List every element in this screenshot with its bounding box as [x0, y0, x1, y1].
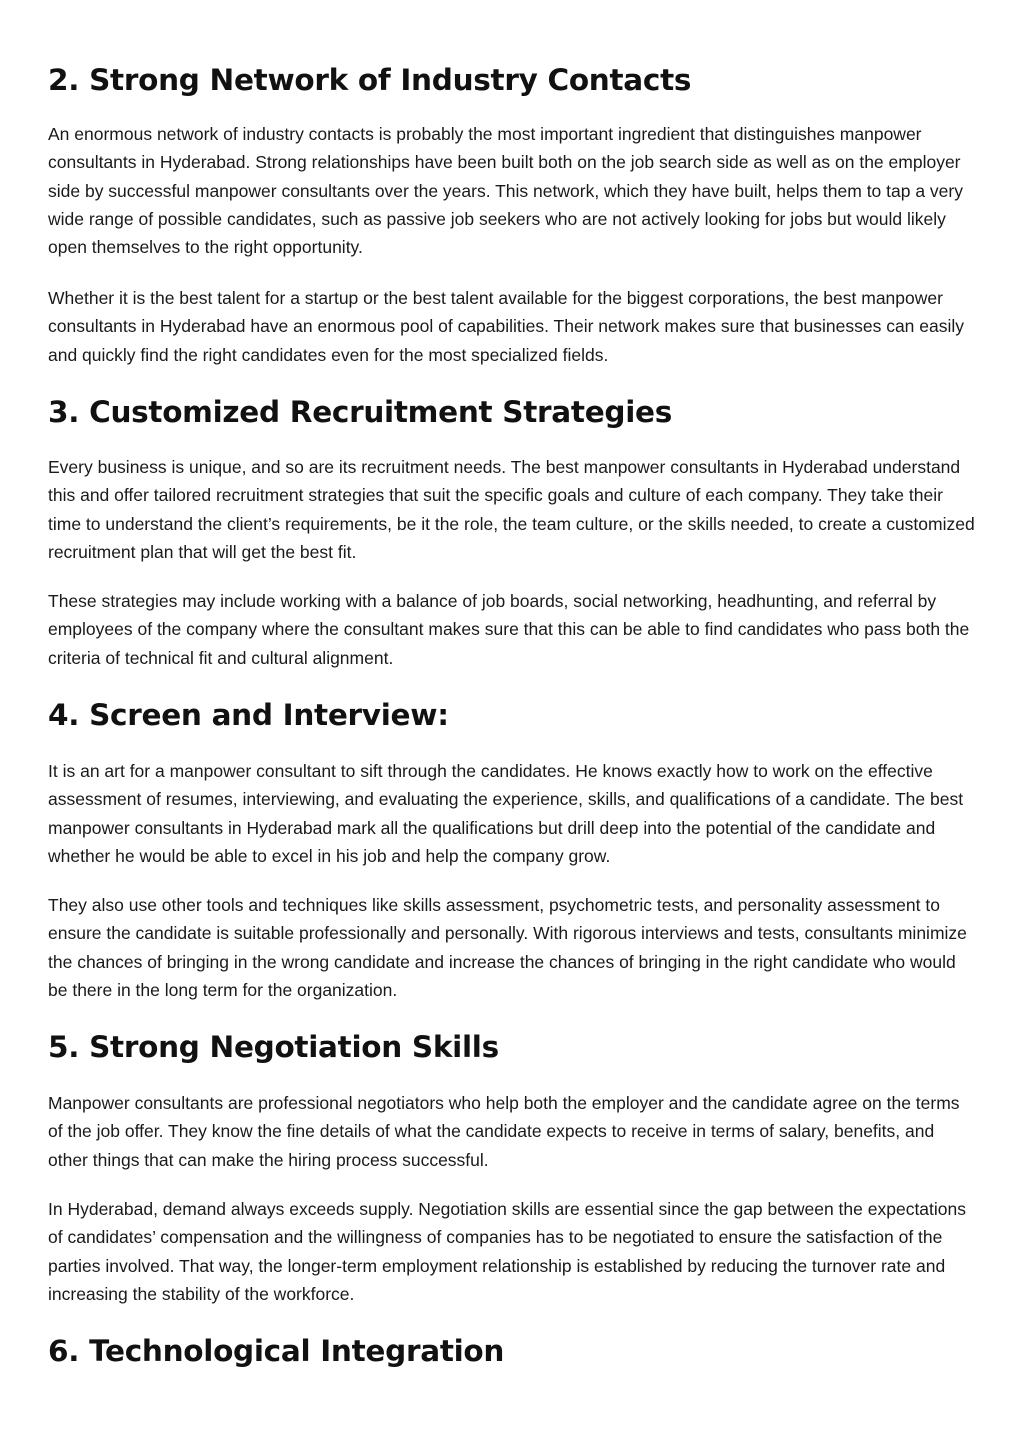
- section-heading-network: 2. Strong Network of Industry Contacts: [48, 63, 692, 97]
- paragraph: Every business is unique, and so are its recruitment needs. The best manpower consultants in Hyderabad understand this and offer tailored recruitment strategies that suit the specific goals and culture of each company. They take their time to understand the client’s requirements, be it the role, the team culture, or the skills needed, to create a customized recruitment plan that will get the best fit.: [48, 457, 975, 562]
- paragraph: Manpower consultants are professional negotiators who help both the employer and the candidate agree on the terms of the job offer. They know the fine details of what the candidate expects to receive in terms of salary, benefits, and other things that can make the hiring process successful.: [48, 1093, 960, 1170]
- paragraph: An enormous network of industry contacts is probably the most important ingredient that distinguishes manpower consultants in Hyderabad. Strong relationships have been built both on the job search side as well as on the employer side by successful manpower consultants over the years. This network, which they have built, helps them to tap a very wide range of possible candidates, such as passive job seekers who are not actively looking for jobs but would likely open themselves to the right opportunity.: [48, 124, 963, 258]
- paragraph: They also use other tools and techniques like skills assessment, psychometric tests, and personality assessment to ensure the candidate is suitable professionally and personally. With rigorous interviews and tests, consultants minimize the chances of bringing in the wrong candidate and increase the chances of bringing in the right candidate who would be there in the long term for the organization.: [48, 895, 967, 1000]
- paragraph: These strategies may include working with a balance of job boards, social networking, headhunting, and referral by employees of the company where the consultant makes sure that this can be able to find candidates who pass both the criteria of technical fit and cultural alignment.: [48, 591, 970, 668]
- section-heading-negotiation: 5. Strong Negotiation Skills: [48, 1030, 499, 1064]
- section-heading-screen-interview: 4. Screen and Interview:: [48, 698, 449, 732]
- section-heading-strategies: 3. Customized Recruitment Strategies: [48, 395, 672, 429]
- paragraph: Whether it is the best talent for a startup or the best talent available for the biggest corporations, the best manpower consultants in Hyderabad have an enormous pool of capabilities. Their network makes sure that businesses can easily and quickly find the right candidates even for the most specialized fields.: [48, 288, 965, 365]
- section-heading-technology: 6. Technological Integration: [48, 1334, 505, 1368]
- paragraph: In Hyderabad, demand always exceeds supply. Negotiation skills are essential since the gap between the expectations of candidates’ compensation and the willingness of companies has to be negotiated to ensure the satisfaction of the parties involved. That way, the longer-term employment relationship is established by reducing the turnover rate and increasing the stability of the workforce.: [48, 1199, 966, 1304]
- paragraph: It is an art for a manpower consultant to sift through the candidates. He knows exactly how to work on the effective assessment of resumes, interviewing, and evaluating the experience, skills, and qualifications of a candidate. The best manpower consultants in Hyderabad mark all the qualifications but drill deep into the potential of the candidate and whether he would be able to excel in his job and help the company grow.: [48, 761, 964, 866]
